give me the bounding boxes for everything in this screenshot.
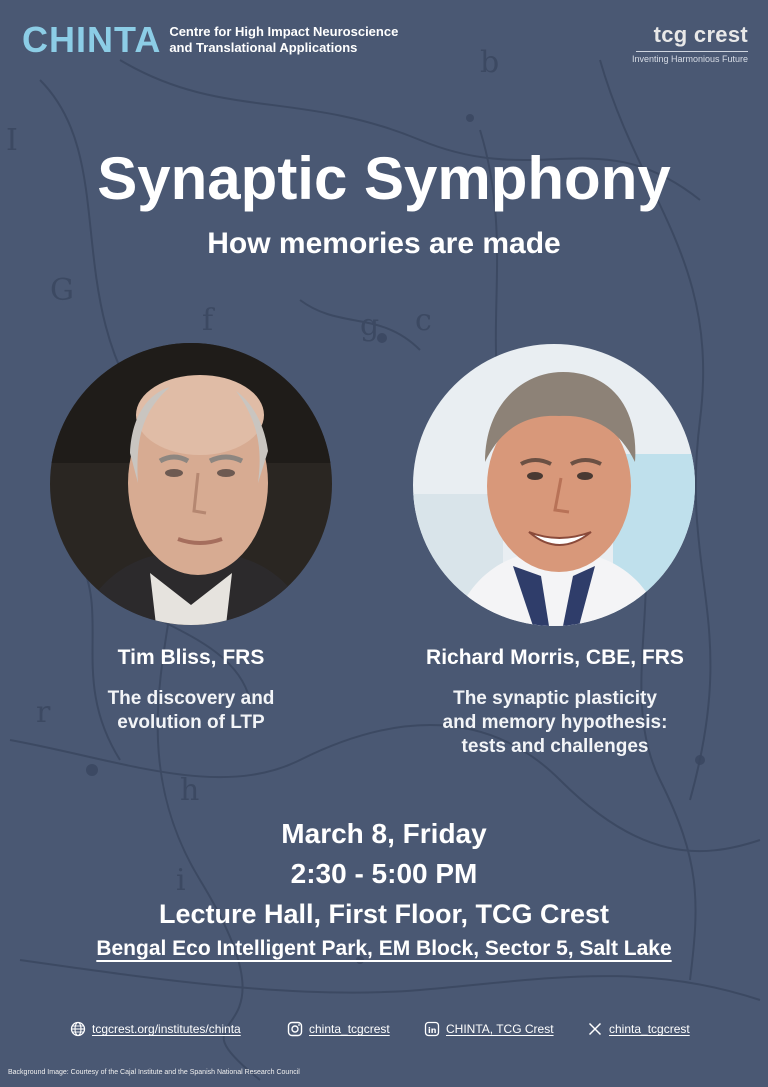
speaker-name: Tim Bliss, FRS [117,646,265,669]
background-credit: Background Image: Courtesy of the Cajal Institute and the Spanish National Research Council [8,1069,300,1076]
logo-divider [636,51,748,52]
talk-title-line: and memory hypothesis: [442,712,668,733]
instagram-link[interactable] [287,1021,390,1037]
website-link-label: tcgcrest.org/institutes/chinta [92,1022,241,1036]
event-venue: Lecture Hall, First Floor, TCG Crest [158,899,610,929]
background-letter: I [6,123,18,158]
background-letter: r [36,695,51,730]
background-letter: c [415,303,432,338]
x-link-label: chinta_tcgcrest [609,1022,690,1036]
background-letter: G [50,273,74,308]
instagram-icon [287,1021,303,1037]
background-letter: f [202,303,214,338]
event-title: Synaptic Symphony [97,145,671,212]
speaker-name: Richard Morris, CBE, FRS [426,646,684,669]
speaker-photo-tim-bliss [50,343,332,625]
background-letter: g [360,308,380,343]
event-time: 2:30 - 5:00 PM [290,858,478,889]
event-date: March 8, Friday [281,818,487,849]
social-links [0,1021,768,1043]
linkedin-link-label: CHINTA, TCG Crest [446,1022,554,1036]
speaker-talk-title [395,687,715,759]
chinta-logo: CHINTA [22,19,162,60]
tcg-crest-logo [632,22,748,64]
talk-title-line: tests and challenges [461,736,649,757]
chinta-full-name-line2: and Translational Applications [169,40,358,55]
chinta-full-name-line1: Centre for High Impact Neuroscience [169,24,399,39]
tcg-crest-tagline: Inventing Harmonious Future [631,54,748,64]
chinta-header [22,19,439,60]
chinta-full-name [169,24,439,56]
tcg-crest-wordmark: tcg crest [653,22,748,47]
speaker-photo-richard-morris [413,344,695,626]
talk-title-line: evolution of LTP [117,712,265,733]
background-letter: b [480,45,500,80]
globe-icon [70,1021,86,1037]
event-subtitle: How memories are made [207,227,561,260]
background-letter: h [180,773,200,808]
talk-title-line: The discovery and [107,688,275,709]
talk-title-line: The synaptic plasticity [453,688,657,709]
speaker-tim-bliss [60,645,322,735]
speaker-talk-title [60,687,322,735]
event-address-text: Bengal Eco Intelligent Park, EM Block, Sector 5, Salt Lake [96,937,672,960]
speaker-richard-morris [395,645,715,759]
x-link[interactable] [587,1021,690,1037]
background-letter: i [176,863,186,898]
x-icon [587,1021,603,1037]
website-link[interactable] [70,1021,241,1037]
svg-text:in: in [428,1026,437,1035]
event-address [0,935,768,963]
linkedin-icon [424,1021,440,1037]
instagram-link-label: chinta_tcgcrest [309,1022,390,1036]
linkedin-link[interactable] [424,1021,554,1037]
